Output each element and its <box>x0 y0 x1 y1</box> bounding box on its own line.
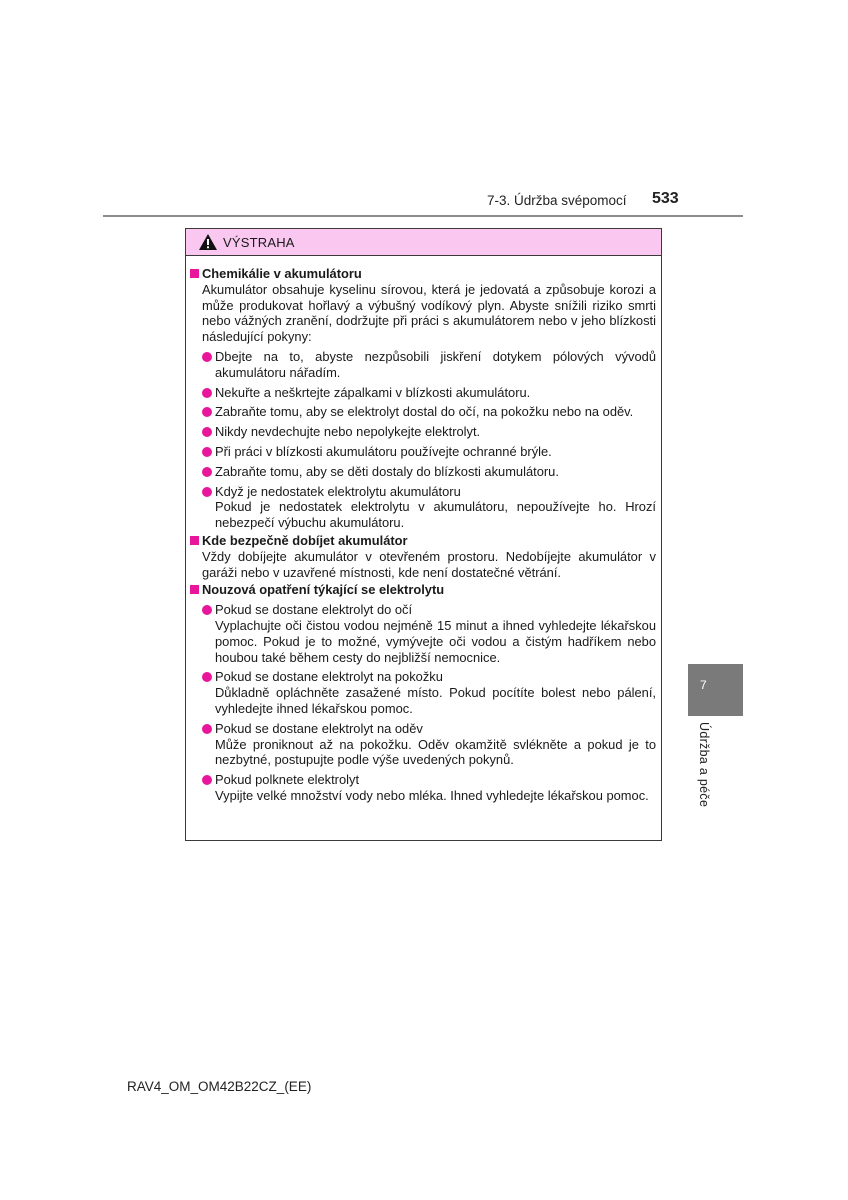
warning-header <box>186 229 661 256</box>
list-item <box>202 444 656 460</box>
document-code: RAV4_OM_OM42B22CZ_(EE) <box>127 1079 312 1094</box>
list-item-detail: Vypijte velké množství vody nebo mléka. Ihned vyhledejte lékařskou pomoc. <box>215 787 649 803</box>
list-item <box>202 464 656 480</box>
list-item-detail: Důkladně opláchněte zasažené místo. Pokud pocítíte bolest nebo pálení, vyhledejte ihned lékařskou pomoc. <box>215 685 656 716</box>
header-divider <box>103 215 743 217</box>
circle-bullet-icon <box>202 487 212 497</box>
section-text: Akumulátor obsahuje kyselinu sírovou, která je jedovatá a způsobuje korozi a může produkovat hořlavý a výbušný vodíkový plyn. Abyste snížili riziko smrti nebo vážných zranění, dodržujte při práci s akumulátorem nebo v jeho blízkosti následující pokyny: <box>202 281 656 345</box>
circle-bullet-icon <box>202 407 212 417</box>
list-item-title: Nekuřte a neškrtejte zápalkami v blízkosti akumulátoru. <box>215 384 531 400</box>
warning-triangle-icon <box>198 233 218 251</box>
list-item-title: Pokud se dostane elektrolyt na pokožku <box>215 669 443 685</box>
chapter-number: 7 <box>700 678 707 692</box>
list-item <box>202 484 656 531</box>
chapter-tab <box>688 664 743 716</box>
warning-box <box>185 228 662 841</box>
list-item-detail: Pokud je nedostatek elektrolytu v akumulátoru, nepoužívejte ho. Hrozí nebezpečí výbuchu akumulátoru. <box>215 499 656 531</box>
list-item-detail: Vyplachujte oči čistou vodou nejméně 15 minut a ihned vyhledejte lékařskou pomoc. Pokud je to možné, vymývejte oči vodou a čistým hadříkem nebo houbou také během cesty do nejbližší nemocnice. <box>215 617 656 665</box>
list-item-title: Pokud se dostane elektrolyt do očí <box>215 602 413 618</box>
circle-bullet-icon <box>202 447 212 457</box>
list-item-title: Zabraňte tomu, aby se elektrolyt dostal do očí, na pokožku nebo na oděv. <box>215 404 634 420</box>
list-item <box>202 404 656 420</box>
section-text: Vždy dobíjejte akumulátor v otevřeném prostoru. Nedobíjejte akumulátor v garáži nebo v uzavřené místnosti, kde není dostatečné větrání. <box>202 548 656 580</box>
list-item-title: Nikdy nevdechujte nebo nepolykejte elektrolyt. <box>215 424 481 440</box>
square-bullet-icon <box>190 536 199 545</box>
section-heading <box>190 533 656 549</box>
list-item <box>202 772 656 804</box>
list-item <box>202 669 656 716</box>
chapter-label: Údržba a péče <box>697 722 711 808</box>
list-item-title: Při práci v blízkosti akumulátoru používejte ochranné brýle. <box>215 443 552 459</box>
list-item-detail: Může proniknout až na pokožku. Oděv okamžitě svlékněte a pokud je to nezbytné, postupujte podle výše uvedených pokynů. <box>215 736 656 768</box>
circle-bullet-icon <box>202 352 212 362</box>
list-item <box>202 721 656 768</box>
circle-bullet-icon <box>202 672 212 682</box>
list-item-title: Pokud polknete elektrolyt <box>215 772 360 788</box>
square-bullet-icon <box>190 585 199 594</box>
list-item <box>202 385 656 401</box>
section-title: 7-3. Údržba svépomocí <box>487 193 627 208</box>
list-item-title: Dbejte na to, abyste nezpůsobili jiskření dotykem pólových vývodů akumulátoru nářadím. <box>215 348 656 380</box>
section-heading-text: Chemikálie v akumulátoru <box>202 266 362 281</box>
circle-bullet-icon <box>202 724 212 734</box>
circle-bullet-icon <box>202 427 212 437</box>
section-heading-text: Nouzová opatření týkající se elektrolytu <box>202 582 445 598</box>
list-item <box>202 602 656 665</box>
section-heading <box>190 266 656 282</box>
circle-bullet-icon <box>202 467 212 477</box>
list-item-title: Zabraňte tomu, aby se děti dostaly do blízkosti akumulátoru. <box>215 463 559 479</box>
warning-title: VÝSTRAHA <box>223 234 295 250</box>
list-item-title: Pokud se dostane elektrolyt na oděv <box>215 720 423 736</box>
square-bullet-icon <box>190 269 199 278</box>
circle-bullet-icon <box>202 605 212 615</box>
circle-bullet-icon <box>202 775 212 785</box>
list-item-title: Když je nedostatek elektrolytu akumulátoru <box>215 483 461 499</box>
page-number: 533 <box>652 190 679 207</box>
list-item <box>202 424 656 440</box>
section-heading-text: Kde bezpečně dobíjet akumulátor <box>202 532 408 548</box>
warning-body <box>186 256 661 804</box>
list-item <box>202 349 656 381</box>
circle-bullet-icon <box>202 388 212 398</box>
section-heading <box>190 582 656 598</box>
